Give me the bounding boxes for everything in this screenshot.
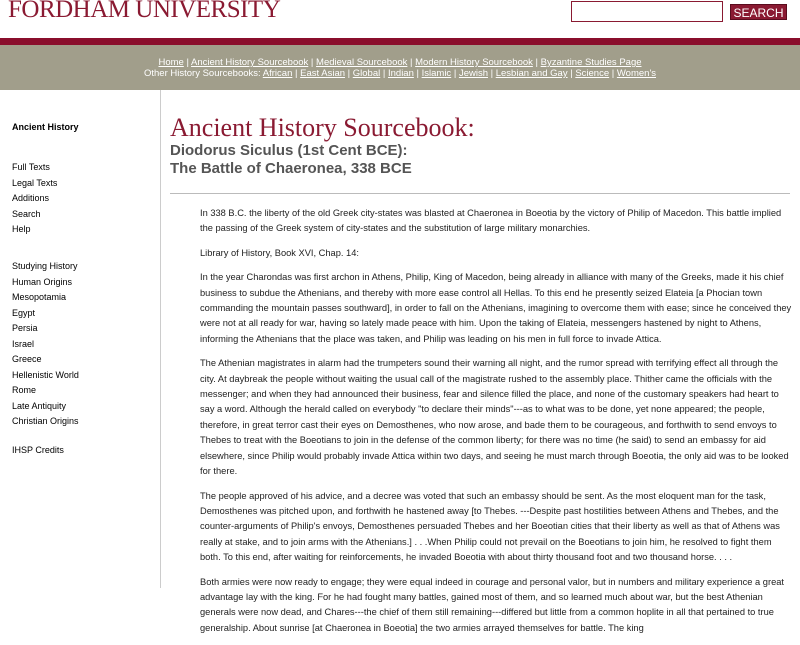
page-subtitle [170,142,412,178]
separator: | [609,68,617,79]
paragraph: Library of History, Book XVI, Chap. 14: [200,247,359,258]
nav-link-modern-history-sourcebook[interactable]: Modern History Sourcebook [415,57,533,68]
page-title: Ancient History Sourcebook: [170,113,475,142]
sidebar-item-christian-origins[interactable]: Christian Origins [12,416,79,426]
separator: | [487,68,496,79]
nav-link-women-s[interactable]: Women's [616,68,657,79]
nav-link-east-asian[interactable]: East Asian [300,68,346,79]
paragraph: The Athenian magistrates in alarm had the trumpeters sound their warning all night, and the rumor spread with terrifying effect all through the city. At daybreak the people without waiting the usual call of the magistrate rushed to the assembly place. Thither came the officials with the messenger; and when they had announced their business, fear and silence filled the place, and none of the customary speakers had heart to say a word. Although the herald called on everybody "to declare their minds"---as to what was to be done, yet none appeared; the people, therefore, in great terror cast their eyes on Demosthenes, who now arose, and bade them to be courageous, and forthwith to send envoys to Thebes to treat with the Boeotians to join in the defense of the common liberty; for there was no time (he said) to send an embassy for aid elsewhere, since Philip would probably invade Attica within two days, and seeing he must march through Boeotia, the only aid was to be looked for there. [200,358,789,477]
article-body [200,206,792,645]
top-nav [0,45,800,90]
sidebar-item-help[interactable]: Help [12,224,31,234]
subtitle-author: Diodorus Siculus (1st Cent BCE): [170,142,408,159]
nav-link-jewish[interactable]: Jewish [458,68,488,79]
nav-link-african[interactable]: African [262,68,293,79]
fordham-logo[interactable]: FORDHAM UNIVERSITY [8,0,281,23]
separator: | [380,68,388,79]
paragraph: Both armies were now ready to engage; they were equal indeed in courage and personal valor, but in numbers and military experience a great advantage lay with the king. For he had fought many battles, gained most of them, and so learned much about war, but the best Athenian generals were now dead, and Chares---the chief of them still remaining---differed but little from a common hoplite in all that pertained to true generalship. About sunrise [at Chaeronea in Boeotia] the two armies arrayed themselves for battle. The king [200,576,784,633]
search-button[interactable]: SEARCH [730,4,787,20]
subtitle-work: The Battle of Chaeronea, 338 BCE [170,160,412,177]
nav-link-global[interactable]: Global [352,68,381,79]
sidebar-item-persia[interactable]: Persia [12,323,38,333]
sidebar-item-legal-texts[interactable]: Legal Texts [12,177,58,188]
nav-row-other [0,68,800,79]
separator: | [532,57,541,68]
sidebar-item-search[interactable]: Search [12,208,41,219]
sidebar-item-human-origins[interactable]: Human Origins [12,276,73,287]
search-input[interactable] [571,1,723,22]
sidebar-item-hellenistic-world[interactable]: Hellenistic World [12,369,79,380]
sidebar-item-additions[interactable]: Additions [12,193,50,203]
separator: | [413,68,422,79]
separator: | [345,68,353,79]
other-label: Other History Sourcebooks: [143,68,261,79]
paragraph: In 338 B.C. the liberty of the old Greek city-states was blasted at Chaeronea in Boeotia by the victory of Philip of Macedon. This battle implied the passing of the Greek system of city-states and the substitution of large military monarchies. [200,208,782,234]
nav-link-medieval-sourcebook[interactable]: Medieval Sourcebook [316,57,408,68]
separator: | [451,68,459,79]
nav-link-science[interactable]: Science [575,68,610,79]
sidebar-item-israel[interactable]: Israel [12,338,35,349]
sidebar-item-studying-history[interactable]: Studying History [12,261,78,271]
nav-link-indian[interactable]: Indian [387,68,414,79]
separator: | [567,68,576,79]
sidebar-item-ihsp-credits[interactable]: IHSP Credits [12,445,64,455]
paragraph: In the year Charondas was first archon in Athens, Philip, King of Macedon, being already in alliance with many of the Greeks, made it his chief business to subdue the Athenians, and thereby with more ease control all Hellas. To this end he presently seized Elateia [a Phocian town commanding the mountain passes southward], in order to fall on the Athenians, imagining to overcome them with ease; since he conceived they were not at all ready for war, having so lately made peace with him. Upon the taking of Elateia, messengers hastened by night to Athens, informing the Athenians that the place was taken, and Philip was leading on his men in full force to invade Attica. [200,272,792,344]
sidebar-item-mesopotamia[interactable]: Mesopotamia [12,292,67,302]
site-header [0,0,800,38]
sidebar-item-egypt[interactable]: Egypt [12,307,36,318]
sidebar-item-late-antiquity[interactable]: Late Antiquity [12,400,67,411]
nav-link-islamic[interactable]: Islamic [421,68,452,79]
nav-row-sourcebooks [0,57,800,68]
header-divider [0,38,800,45]
separator: | [407,57,416,68]
separator: | [183,57,192,68]
nav-link-home[interactable]: Home [158,57,184,68]
sidebar-item-rome[interactable]: Rome [12,385,37,395]
nav-link-ancient-history-sourcebook[interactable]: Ancient History Sourcebook [191,57,309,68]
sidebar-item-greece[interactable]: Greece [12,354,42,364]
separator: | [292,68,301,79]
sidebar [0,90,161,588]
sidebar-heading[interactable]: Ancient History [12,122,79,132]
divider [170,193,790,194]
separator: | [308,57,317,68]
sidebar-item-full-texts[interactable]: Full Texts [12,162,50,172]
nav-link-lesbian-and-gay[interactable]: Lesbian and Gay [495,68,568,79]
nav-link-byzantine-studies-page[interactable]: Byzantine Studies Page [540,57,642,68]
paragraph: The people approved of his advice, and a decree was voted that such an embassy should be sent. As the most eloquent man for the task, Demosthenes was pitched upon, and forthwith he hastened away [to Thebes. ---Despite past hostilities between Athens and Thebes, and the counter-arguments of Philip's envoys, Demosthenes persuaded Thebes and her Boeotian cities that their liberty as well as that of Athens was really at stake, and to join arms with the Athenians.] . . .When Philip could not prevail on the Boeotians to join him, he resolved to fight them both. To this end, after waiting for reinforcements, he invaded Boeotia with about thirty thousand foot and two thousand horse. . . . [200,490,780,563]
